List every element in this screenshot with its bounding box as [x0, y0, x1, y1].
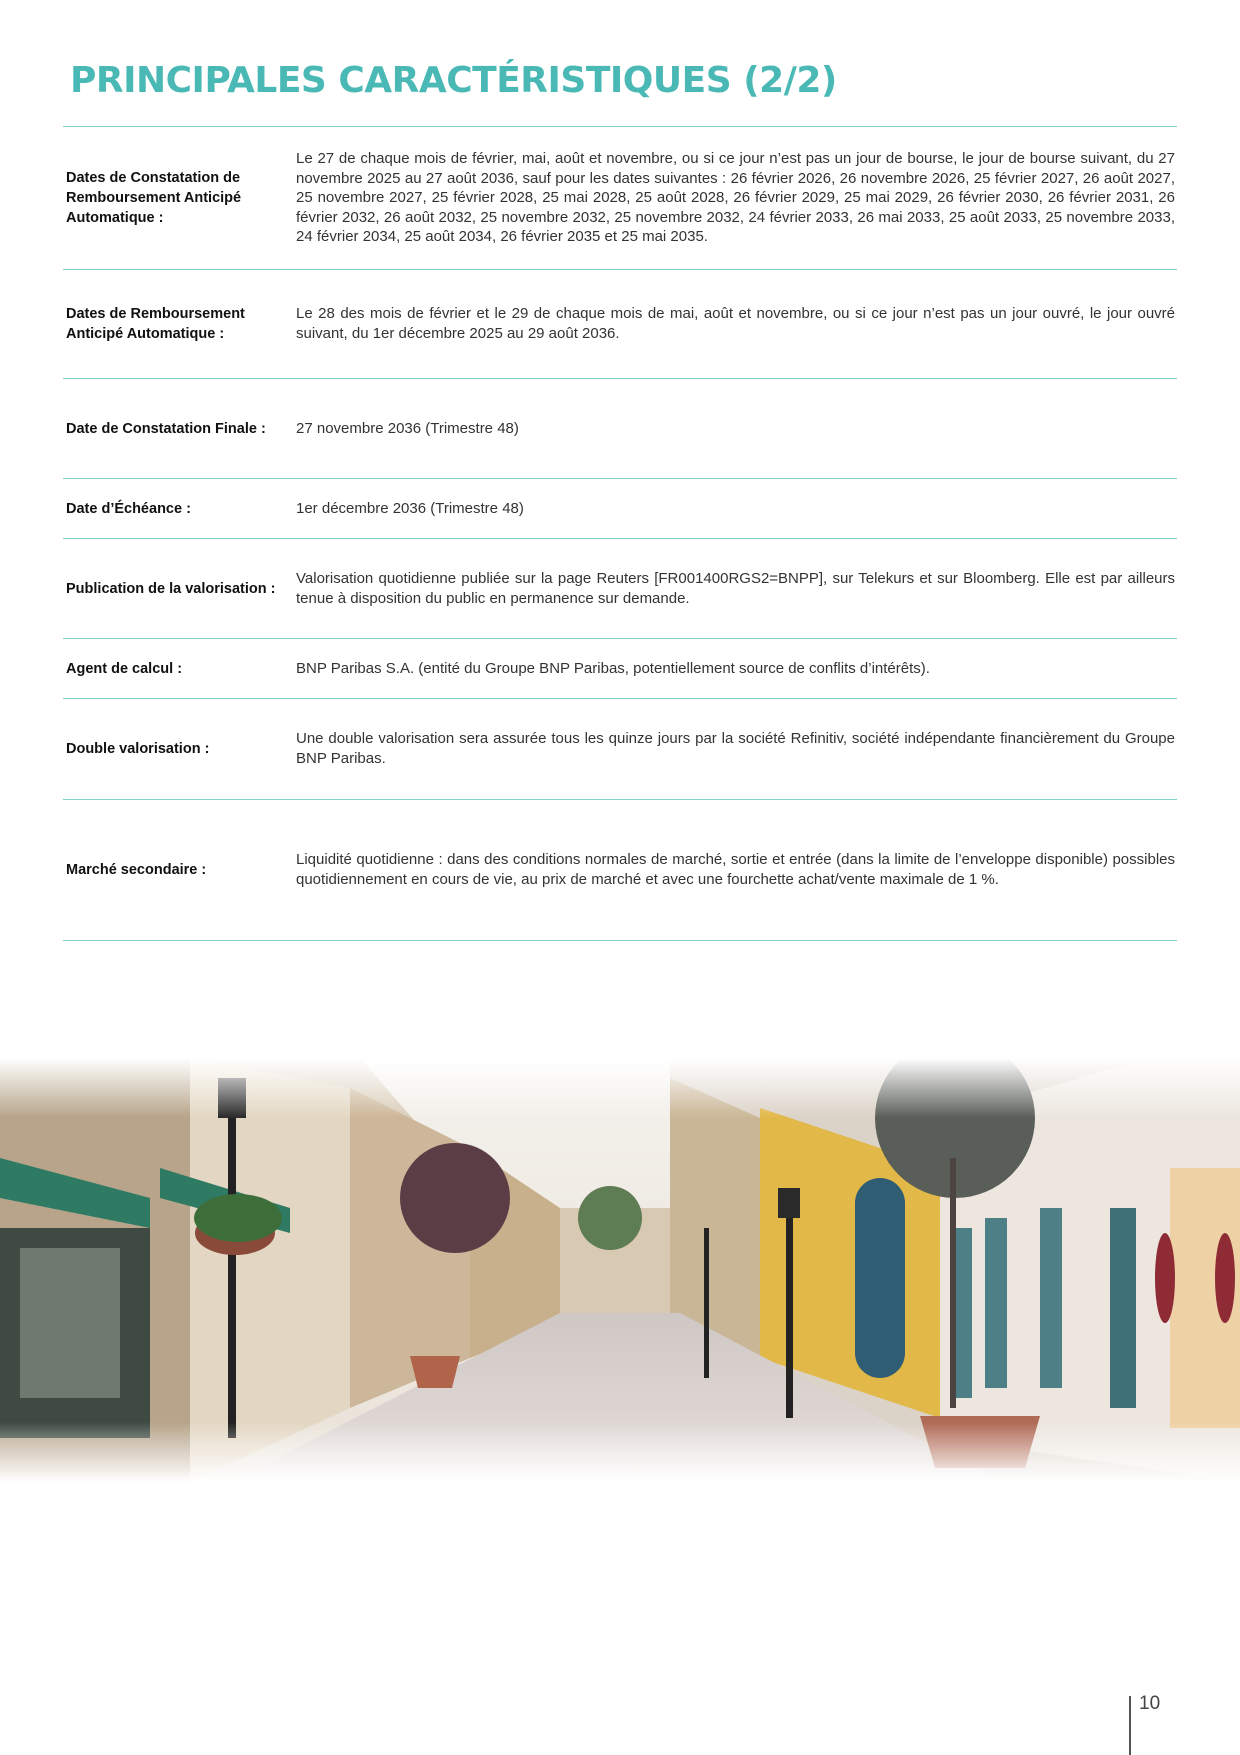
table-row	[63, 270, 1177, 379]
table-row	[63, 127, 1177, 270]
street-photo	[0, 1058, 1240, 1482]
table-row	[63, 479, 1177, 539]
row-value: Liquidité quotidienne : dans des conditions normales de marché, sortie et entrée (dans la limite de l’enveloppe disponible) possibles quotidiennement en cours de vie, au prix de marché et avec une fourchette achat/vente maximale de 1 %.	[296, 851, 1175, 888]
table-row	[63, 639, 1177, 699]
page-title: PRINCIPALES CARACTÉRISTIQUES (2/2)	[70, 60, 837, 101]
row-label: Dates de Constatation de Remboursement Anticipé Automatique :	[66, 170, 242, 226]
row-value: Valorisation quotidienne publiée sur la page Reuters [FR001400RGS2=BNPP], sur Telekurs et sur Bloomberg. Elle est par ailleurs tenue à disposition du public en permanence sur demande.	[296, 569, 1175, 607]
row-label: Marché secondaire :	[66, 862, 207, 878]
row-label: Date d’Échéance :	[66, 500, 191, 517]
table-row	[63, 539, 1177, 639]
characteristics-table	[63, 126, 1177, 941]
table-row	[63, 699, 1177, 800]
row-label: Publication de la valorisation :	[66, 580, 276, 597]
row-label: Dates de Remboursement Anticipé Automatique :	[66, 306, 245, 342]
row-label: Double valorisation :	[66, 741, 210, 757]
row-label: Agent de calcul :	[66, 660, 183, 677]
row-value: BNP Paribas S.A. (entité du Groupe BNP Paribas, potentiellement source de conflits d’intérêts).	[296, 659, 930, 677]
page-number: 10	[1139, 1693, 1161, 1714]
row-value: Une double valorisation sera assurée tous les quinze jours par la société Refinitiv, société indépendante financièrement du Groupe BNP Paribas.	[296, 730, 1175, 767]
row-label: Date de Constatation Finale :	[66, 420, 266, 437]
row-value: Le 27 de chaque mois de février, mai, août et novembre, ou si ce jour n’est pas un jour de bourse, le jour de bourse suivant, du 27 novembre 2025 au 27 août 2036, sauf pour les dates suivantes : 26 février 2026, 26 novembre 2026, 25 février 2027, 26 août 2027, 25 novembre 2027, 25 février 2028, 25 mai 2028, 25 août 2028, 26 février 2029, 25 mai 2029, 26 février 2030, 26 février 2031, 26 février 2032, 26 août 2032, 25 novembre 2032, 25 novembre 2032, 24 février 2033, 26 mai 2033, 25 août 2033, 25 novembre 2033, 24 février 2034, 25 août 2034, 26 février 2035 et 25 mai 2035.	[296, 150, 1175, 246]
row-value: 1er décembre 2036 (Trimestre 48)	[296, 499, 524, 517]
page-number-divider	[1129, 1696, 1131, 1755]
row-value: 27 novembre 2036 (Trimestre 48)	[296, 419, 519, 437]
table-row	[63, 379, 1177, 479]
row-value: Le 28 des mois de février et le 29 de chaque mois de mai, août et novembre, ou si ce jour n’est pas un jour ouvré, le jour ouvré suivant, du 1er décembre 2025 au 29 août 2036.	[296, 305, 1175, 342]
table-row	[63, 800, 1177, 941]
